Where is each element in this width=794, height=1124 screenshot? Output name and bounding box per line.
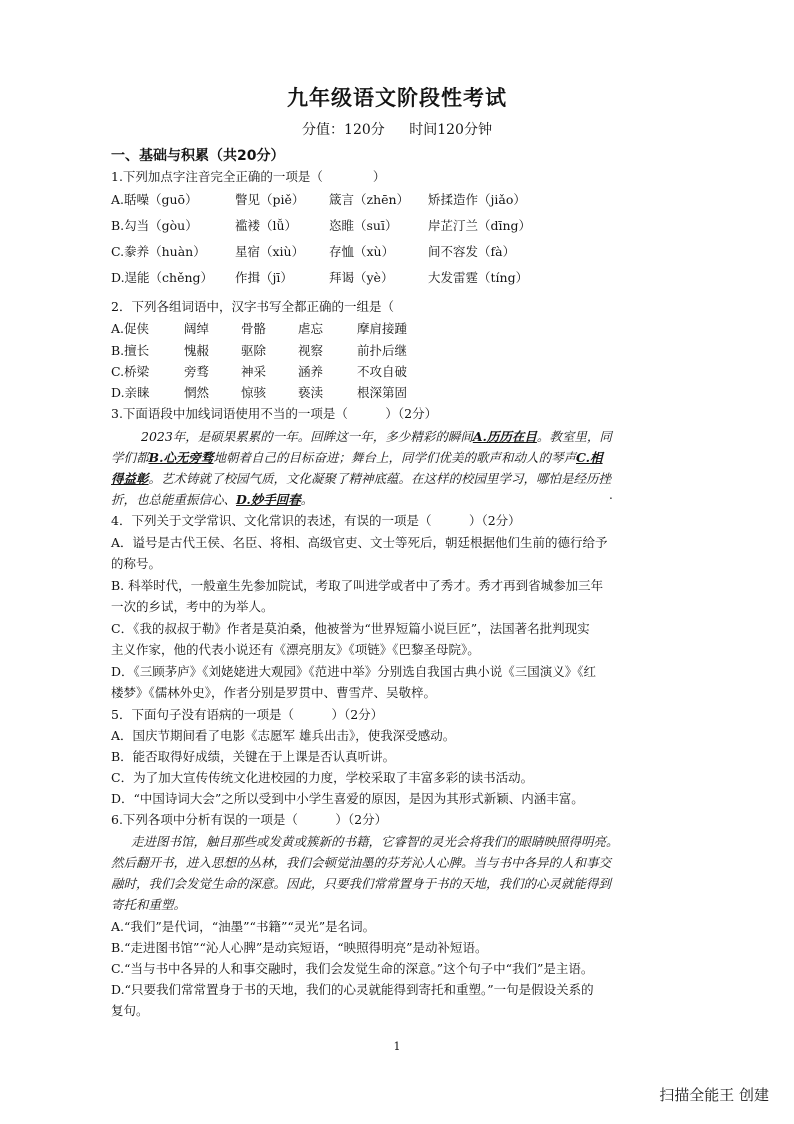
option-cell: B.勾当（gòu）: [111, 218, 198, 233]
passage-text: 。艺术铸就了校园气质，文化凝聚了精神底蕴。在这样的校园里学习，哪怕是经历挫: [148, 471, 612, 486]
question-4-line: D．《三顾茅庐》《刘姥姥进大观园》《范进中举》分别选自我国古典小说《三国演义》《红: [111, 664, 597, 679]
option-cell: 瞥见（piě）: [235, 192, 305, 207]
question-3-stem: 3.下面语段中加线词语使用不当的一项是（ ）（2分）: [111, 406, 438, 421]
underlined-term: D.妙手回春: [236, 492, 301, 507]
question-6-option: 复句。: [111, 1003, 149, 1018]
scanner-watermark: 扫描全能王 创建: [659, 1086, 769, 1104]
question-5-stem: 5．下面句子没有语病的一项是（ ）（2分）: [111, 707, 384, 722]
passage-line: 融时，我们会发觉生命的深意。因此，只要我们常常置身于书的天地，我们的心灵就能得到: [111, 876, 612, 891]
passage-line: 寄托和重塑。: [111, 897, 187, 912]
option-cell: 间不容发（fà）: [428, 244, 516, 259]
passage-text: 。教室里，同: [536, 429, 612, 444]
passage-text: 。: [300, 492, 314, 507]
question-4-line: C．《我的叔叔于勒》作者是莫泊桑，他被誉为“世界短篇小说巨匠”，法国著名批判现实: [111, 621, 590, 636]
question-5-option: D．“中国诗词大会”之所以受到中小学生喜爱的原因，是因为其形式新颖、内涵丰富。: [111, 791, 584, 806]
question-6-stem: 6.下列各项中分析有误的一项是（ ）（2分）: [111, 812, 388, 827]
question-6-option: B.“走进图书馆”“沁人心脾”是动宾短语，“映照得明亮”是动补短语。: [111, 940, 488, 955]
option-cell: 恣睢（suī）: [329, 218, 398, 233]
scan-dot: .: [609, 488, 613, 502]
question-4-line: B. 科举时代，一般童生先参加院试，考取了叫进学或者中了秀才。秀才再到省城参加三年: [111, 578, 604, 593]
question-4-line: 一次的乡试，考中的为举人。: [111, 599, 274, 614]
underlined-term: 得益彰: [111, 471, 149, 486]
section-heading: 一、基础与积累（共20分）: [111, 148, 285, 164]
passage-text: 地朝着自己的目标奋进；舞台上，同学们优美的歌声和动人的琴声: [213, 450, 576, 465]
option-cell: 拜谒（yè）: [329, 270, 394, 285]
question-5-option: B．能否取得好成绩，关键在于上课是否认真听讲。: [111, 749, 396, 764]
option-cell: 褴褛（lǚ）: [235, 218, 298, 233]
passage-text: 2023年，是硕果累累的一年。回眸这一年，多少精彩的瞬间: [141, 429, 473, 444]
question-4-line: A．谥号是古代王侯、名臣、将相、高级官吏、文士等死后，朝廷根据他们生前的德行给予: [111, 535, 608, 550]
option-cell: 骨骼: [241, 321, 267, 336]
option-cell: 旁骛: [184, 364, 210, 379]
question-6-option: C.“当与书中各异的人和事交融时，我们会发觉生命的深意。”这个句子中“我们”是主语。: [111, 961, 594, 976]
option-cell: 根深第固: [357, 385, 408, 400]
option-cell: 矫揉造作（jiǎo）: [428, 192, 526, 207]
option-cell: 摩肩接踵: [357, 321, 408, 336]
option-cell: 存恤（xù）: [329, 244, 395, 259]
question-4-line: 楼梦》《儒林外史》，作者分别是罗贯中、曹雪芹、吴敬梓。: [111, 685, 437, 700]
option-cell: 神采: [241, 364, 267, 379]
option-cell: A.促侠: [111, 321, 150, 336]
option-cell: 亵渎: [298, 385, 324, 400]
option-cell: C.豢养（huàn）: [111, 244, 206, 259]
underlined-term: A.历历在目: [472, 429, 537, 444]
underlined-term: B.心无旁骛: [148, 450, 214, 465]
time-info: 时间120分钟: [409, 122, 492, 138]
question-1-stem: 1.下列加点字注音完全正确的一项是（ ）: [111, 169, 386, 184]
question-4-stem: 4．下列关于文学常识、文化常识的表述，有误的一项是（ ）（2分）: [111, 513, 521, 528]
score-info: 分值：120分: [302, 122, 385, 138]
option-cell: 视察: [298, 343, 324, 358]
passage-line: [111, 490, 313, 508]
option-cell: 虐忘: [298, 321, 324, 336]
passage-line: [141, 427, 612, 445]
question-4-line: 主义作家，他的代表小说还有《漂亮朋友》《项链》《巴黎圣母院》。: [111, 642, 480, 657]
option-cell: 星宿（xiù）: [235, 244, 305, 259]
option-cell: 惊骇: [241, 385, 267, 400]
underlined-term: C.相: [575, 450, 603, 465]
question-5-option: A．国庆节期间看了电影《志愿军 雄兵出击》，使我深受感动。: [111, 728, 456, 743]
passage-line: [111, 448, 603, 466]
exam-info: [0, 119, 794, 139]
passage-line: [111, 469, 611, 487]
option-cell: 愧赧: [184, 343, 210, 358]
question-6-option: D.“只要我们常常置身于书的天地，我们的心灵就能得到寄托和重塑。”一句是假设关系的: [111, 982, 594, 997]
passage-text: 折，也总能重振信心、: [111, 492, 237, 507]
option-cell: 岸芷汀兰（dīng）: [428, 218, 532, 233]
option-cell: A.聒噪（guō）: [111, 192, 198, 207]
option-cell: 作揖（jī）: [235, 270, 293, 285]
option-cell: 阔绰: [184, 321, 210, 336]
option-cell: 箴言（zhēn）: [329, 192, 410, 207]
passage-text: 学们都: [111, 450, 149, 465]
passage-line: 然后翻开书，进入思想的丛林，我们会顿觉油墨的芬芳沁人心脾。当与书中各异的人和事交: [111, 855, 612, 870]
option-cell: 大发雷霆（tíng）: [428, 270, 529, 285]
option-cell: D.亲睐: [111, 385, 150, 400]
passage-line: 走进图书馆，触目那些或发黄或簇新的书籍，它睿智的灵光会将我们的眼睛映照得明亮。: [131, 834, 619, 849]
page-number: 1: [393, 1040, 401, 1053]
question-5-option: C．为了加大宣传传统文化进校园的力度，学校采取了丰富多彩的读书活动。: [111, 770, 534, 785]
option-cell: B.擅长: [111, 343, 150, 358]
option-cell: C.桥梁: [111, 364, 150, 379]
option-cell: 惘然: [184, 385, 210, 400]
question-6-option: A.“我们”是代词，“油墨”“书籍”“灵光”是名词。: [111, 919, 376, 934]
option-cell: 前扑后继: [357, 343, 408, 358]
question-4-line: 的称号。: [111, 556, 162, 571]
option-cell: 不攻自破: [357, 364, 408, 379]
option-cell: D.逞能（chěng）: [111, 270, 214, 285]
option-cell: 涵养: [298, 364, 324, 379]
question-2-stem: 2．下列各组词语中，汉字书写全都正确的一组是（: [111, 299, 394, 314]
option-cell: 驱除: [241, 343, 267, 358]
page-title: 九年级语文阶段性考试: [287, 86, 507, 110]
